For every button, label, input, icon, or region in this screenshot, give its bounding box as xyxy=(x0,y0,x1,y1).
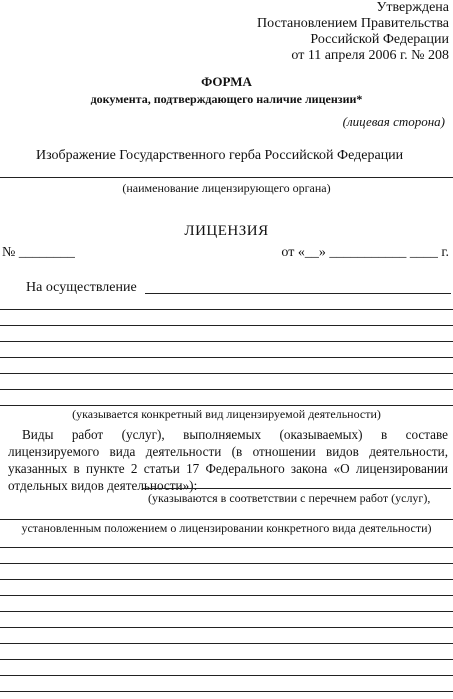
blank-line xyxy=(0,691,453,692)
blank-line xyxy=(0,389,453,390)
licensing-body-line xyxy=(0,177,453,178)
blank-line xyxy=(0,675,453,676)
works-caption-continued: установленным положением о лицензировании конкретного вида деятельности) xyxy=(21,521,432,535)
activity-label: На осуществление xyxy=(26,280,137,295)
works-paragraph: Виды работ (услуг), выполняемых (оказываемых) в составе лицензируемого вида деятельности (в отношении видов деятельности, указанных в пункте 2 статьи 17 Федерального закона «О лицензировании отдельных видов деятельности»): xyxy=(8,427,448,493)
form-title: ФОРМА xyxy=(201,74,252,89)
blank-line xyxy=(0,405,453,406)
side-note: (лицевая сторона) xyxy=(342,114,445,129)
approval-line: Утверждена xyxy=(376,0,449,15)
blank-line xyxy=(0,659,453,660)
blank-line xyxy=(0,309,453,310)
blank-line xyxy=(0,627,453,628)
license-date-field: от «__» ___________ ____ г. xyxy=(281,245,449,260)
blank-line xyxy=(0,611,453,612)
approval-line: Российской Федерации xyxy=(310,32,449,47)
blank-line xyxy=(0,341,453,342)
activity-caption: (указывается конкретный вид лицензируемой деятельности) xyxy=(72,407,381,421)
form-subtitle: документа, подтверждающего наличие лицензии* xyxy=(90,92,363,106)
blank-line xyxy=(0,519,453,520)
works-caption: (указываются в соответствии с перечнем работ (услуг), xyxy=(148,491,431,505)
blank-line xyxy=(0,643,453,644)
blank-line xyxy=(0,357,453,358)
blank-line xyxy=(0,563,453,564)
approval-line: от 11 апреля 2006 г. № 208 xyxy=(291,48,449,63)
approval-block xyxy=(257,0,449,64)
works-line xyxy=(143,488,451,489)
activity-line xyxy=(145,293,451,294)
license-title: ЛИЦЕНЗИЯ xyxy=(184,223,269,239)
blank-line xyxy=(0,325,453,326)
licensing-body-caption: (наименование лицензирующего органа) xyxy=(122,181,331,195)
license-number-field: № ________ xyxy=(2,245,75,260)
blank-line xyxy=(0,579,453,580)
approval-line: Постановлением Правительства xyxy=(257,16,449,31)
blank-line xyxy=(0,595,453,596)
blank-line xyxy=(0,373,453,374)
coat-of-arms-text: Изображение Государственного герба Российской Федерации xyxy=(36,148,404,163)
blank-line xyxy=(0,547,453,548)
